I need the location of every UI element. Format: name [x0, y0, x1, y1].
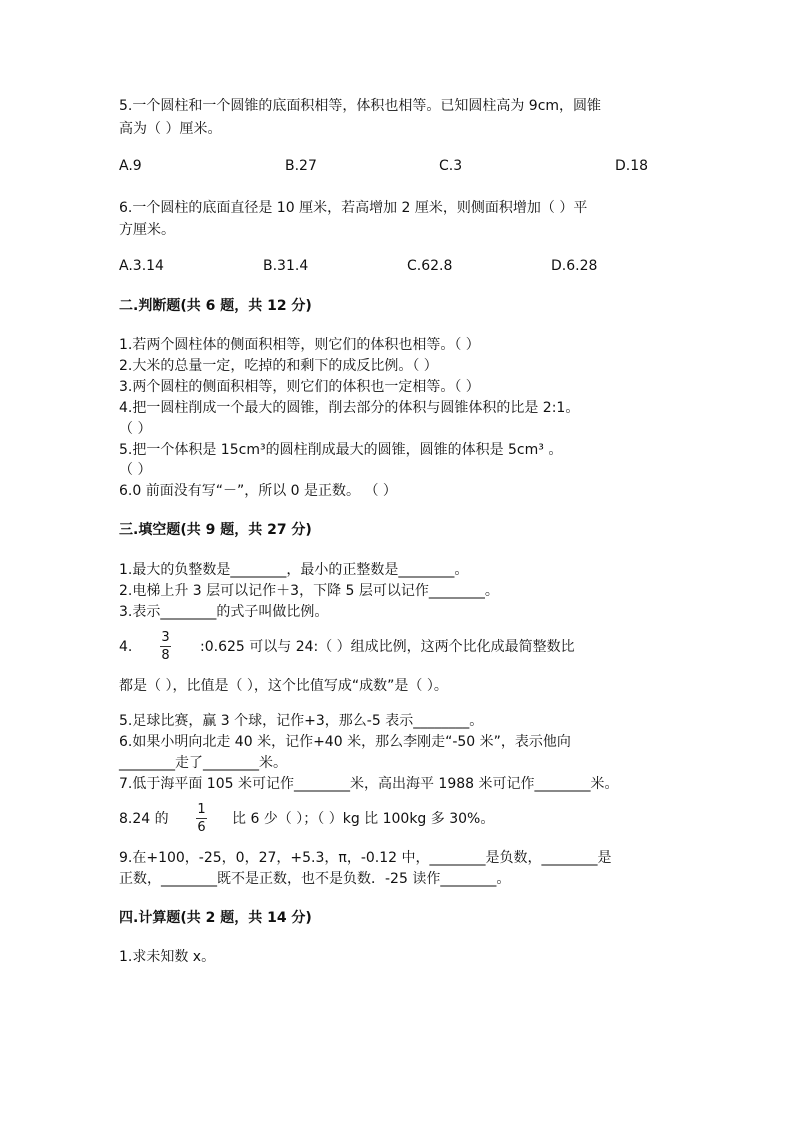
fraction-bar: [196, 818, 207, 819]
fraction-bar: [160, 646, 171, 647]
s3-item-6: 6.如果小明向北走 40 米，记作+40 米，那么李刚走“-50 米”，表示他向: [119, 734, 571, 750]
s2-item-6: 6.0 前面没有写“－”，所以 0 是正数。 （ ）: [119, 483, 397, 499]
q6-text-line2: 方厘米。: [119, 222, 175, 238]
fraction-numerator: 1: [197, 802, 206, 817]
s2-item-1: 1.若两个圆柱体的侧面积相等，则它们的体积也相等。（ ）: [119, 337, 480, 353]
s2-item-5: 5.把一个体积是 15cm³的圆柱削成最大的圆锥，圆锥的体积是 5cm³ 。: [119, 442, 563, 458]
s3-q9-line2: 正数，________既不是正数，也不是负数．-25 读作________。: [119, 871, 511, 887]
section3-title: 三.填空题(共 9 题，共 27 分): [119, 522, 312, 538]
s3-item-6-cont: ________走了________米。: [119, 755, 287, 771]
q6-option-b: B.31.4: [263, 258, 309, 274]
s2-item-3: 3.两个圆柱的侧面积相等，则它们的体积也一定相等。（ ）: [119, 379, 480, 395]
s3-q4-fraction: [160, 630, 171, 663]
s3-q4-line2: 都是（ ），比值是（ ），这个比值写成“成数”是（ ）。: [119, 678, 448, 694]
s3-item-7: 7.低于海平面 105 米可记作________米，高出海平 1988 米可记作________米。: [119, 776, 619, 792]
q6-text-line1: 6.一个圆柱的底面直径是 10 厘米，若高增加 2 厘米，则侧面积增加（ ）平: [119, 200, 588, 216]
s3-q8-lead: 8.24 的: [119, 811, 169, 827]
q5-option-d: D.18: [615, 158, 649, 174]
s2-item-5-blank: （ ）: [119, 462, 152, 478]
s3-item-2: 2.电梯上升 3 层可以记作＋3，下降 5 层可以记作________。: [119, 583, 499, 599]
fraction-denominator: 6: [197, 820, 206, 835]
s3-q8-text: 比 6 少（ ）；（ ）kg 比 100kg 多 30%。: [232, 811, 495, 827]
fraction-numerator: 3: [161, 630, 170, 645]
q5-option-c: C.3: [439, 158, 463, 174]
s3-item-3: 3.表示________的式子叫做比例。: [119, 604, 329, 620]
s3-item-1: 1.最大的负整数是________，最小的正整数是________。: [119, 562, 469, 578]
s3-q8-fraction: [196, 802, 207, 835]
s3-q4-text: :0.625 可以与 24:（ ）组成比例，这两个比化成最简整数比: [200, 639, 575, 655]
q5-text-line2: 高为（ ）厘米。: [119, 121, 222, 137]
s2-item-4-blank: （ ）: [119, 421, 152, 437]
s3-q9-line1: 9.在+100，-25，0，27，+5.3，π，-0.12 中，________是负数，________是: [119, 850, 612, 866]
section4-title: 四.计算题(共 2 题，共 14 分): [119, 910, 312, 926]
q5-option-b: B.27: [285, 158, 317, 174]
q6-option-a: A.3.14: [119, 258, 164, 274]
s3-item-5: 5.足球比赛，赢 3 个球，记作+3，那么-5 表示________。: [119, 713, 484, 729]
s2-item-2: 2.大米的总量一定，吃掉的和剩下的成反比例。（ ）: [119, 358, 438, 374]
s4-q1: 1.求未知数 x。: [119, 949, 216, 965]
q5-text-line1: 5.一个圆柱和一个圆锥的底面积相等，体积也相等。已知圆柱高为 9cm，圆锥: [119, 98, 602, 114]
q6-option-d: D.6.28: [551, 258, 598, 274]
section2-title: 二.判断题(共 6 题，共 12 分): [119, 298, 312, 314]
s2-item-4: 4.把一圆柱削成一个最大的圆锥，削去部分的体积与圆锥体积的比是 2:1。: [119, 400, 580, 416]
fraction-denominator: 8: [161, 648, 170, 663]
s3-q4-number: 4.: [119, 639, 133, 655]
q6-option-c: C.62.8: [407, 258, 453, 274]
q5-option-a: A.9: [119, 158, 142, 174]
